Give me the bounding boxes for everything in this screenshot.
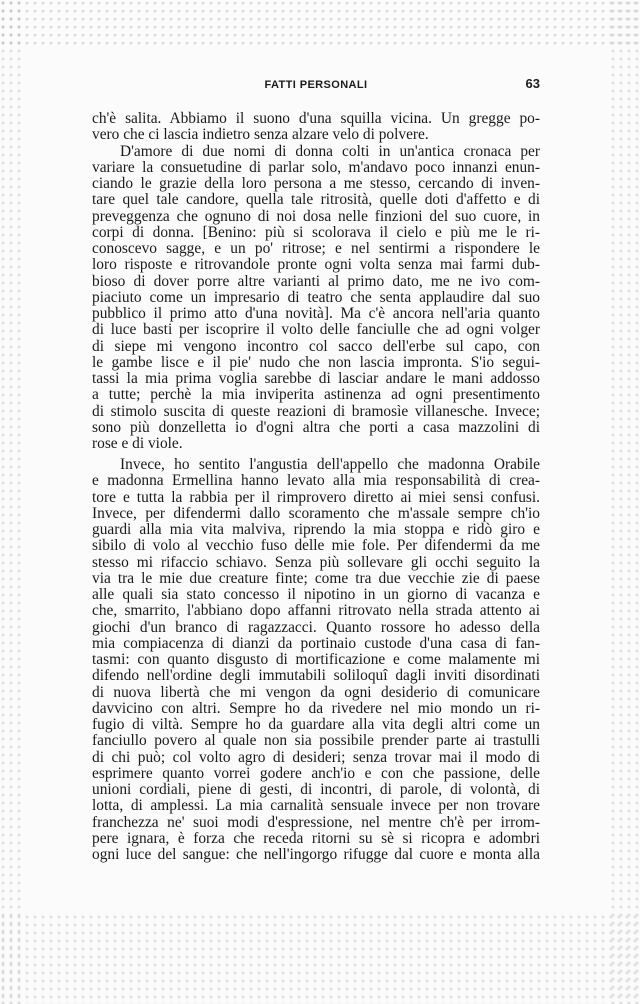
page-edge-texture-bottom [0,914,640,1004]
text-line: ciando le grazie della loro persona a me stesso, cercando di inven- [92,175,540,192]
text-line: preveggenza che ognuno di noi dosa nelle finzioni del suo cuore, in [92,207,540,225]
text-line: a tutte; perchè la mia inviperita astinenza ad ogni presentimento [92,386,540,404]
page-edge-texture-right [610,0,640,1004]
text-line: ogni luce del sangue: che nell'ingorgo rifugge dal cuore e monta alla [92,846,540,863]
text-line: Invece, ho sentito l'angustia dell'appello che madonna Orabile [120,456,540,473]
text-line: di luce basti per iscoprire il volto delle fanciulle che ad ogni volger [92,321,540,339]
text-line: di nuova libertà che mi vengon da ogni desiderio di comunicare [92,683,540,701]
text-line: tassi la mia prima voglia sarebbe di lasciar andare le mani addosso [92,370,540,387]
text-line: che, smarrito, l'abbiano dopo affanni ritrovato nella strada attento ai [92,602,540,620]
text-line: vero che ci lascia indietro senza alzare velo di polvere. [92,126,429,144]
text-line: difendo nell'ordine degli immutabili soliloquî dagli inviti disordinati [92,667,540,685]
text-line: di siepe mi vengono incontro col sacco dell'erbe sul capo, con [92,337,540,355]
text-line: pubblico il primo atto d'una novità]. Ma c'è ancora nell'aria quanto [92,305,540,322]
text-line: pere ignara, è forza che receda ritorni su sè si ricopra e adombri [92,829,540,847]
running-title: FATTI PERSONALI [264,79,368,91]
paragraph-block-1 [92,111,540,452]
text-line: piaciuto come un impresario di teatro che senta applaudire dal suo [92,288,540,306]
text-line: corpi di donna. [Benino: più si scolorava il cielo e più me le ri- [92,223,540,241]
text-line: tasmi: con quanto disgusto di mortificazione e come malamente mi [92,651,540,668]
text-line: alle quali sia stato concesso il nipotino in un giorno di vacanza e [92,586,540,603]
paragraph-block-2 [92,457,540,863]
text-line: fugio di viltà. Sempre ho da guardare alla vita degli altri come un [92,716,540,733]
text-line: ch'è salita. Abbiamo il suono d'una squilla vicina. Un gregge po- [92,110,540,127]
text-line: fanciullo povero al quale non sia possibile prender parte ai trastulli [92,732,540,750]
text-line: D'amore di due nomi di donna colti in un'antica cronaca per [120,142,540,160]
text-line: guardi alla mia vita malviva, riprendo la mia stoppa e ridò giro e [92,521,540,538]
page-number: 63 [525,76,540,91]
text-line: davvicino con altri. Sempre ho da rivedere nel mio mondo un ri- [92,699,540,717]
text-line: tore e tutta la rabbia per il rimprovero diretto ai miei sensi confusi. [92,488,540,506]
text-line: stesso mi rifaccio schiavo. Senza più sollevare gli occhi seguito la [92,553,540,571]
text-line: loro risposte e ritrovandole pronte ogni volta senza mai farmi dub- [92,256,540,274]
text-line: sono più donzelletta io d'ogni altra che porti a casa mazzolini di [92,418,540,436]
text-line: tare quel tale candore, quella tale ritrosità, quelle doti d'affetto e di [92,191,540,209]
text-line: e madonna Ermellina hanno levato alla mia responsabilità di crea- [92,472,540,490]
text-line: giochi d'un branco di ragazzacci. Quanto rossore ho adesso della [92,618,540,636]
text-line: esprimere quanto vorrei godere anch'io e con che passione, delle [92,764,540,782]
text-line: franchezza ne' suoi modi d'espressione, nel mentre ch'è per irrom- [92,813,540,831]
text-line: di stimolo suscita di queste reazioni di bramosìe villanesche. Invece; [92,402,540,420]
text-line: unioni cordiali, piene di gesti, di incontri, di parole, di volontà, di [92,781,540,798]
text-line: lotta, di amplessi. La mia carnalità sensuale invece per non trovare [92,797,540,815]
text-line: le gambe lisce e il pie' nudo che non lascia impronta. S'io segui- [92,353,540,371]
text-line: conoscevo sagge, e un po' ritrose; e nel sentirmi a rispondere le [92,240,540,257]
text-line: bioso di dover porre altre varianti al primo dato, me ne ivo com- [92,272,540,290]
text-line: mia compiacenza di dianzi da portinaio custode d'una casa di fan- [92,634,540,652]
text-line: variare la consuetudine di parlar solo, m'andavo poco innanzi enun- [92,158,540,176]
text-line: rose e di viole. [92,435,183,452]
page-edge-texture-top [0,0,640,46]
page-edge-texture-left [0,0,24,1004]
text-line: di chi può; col volto agro di desideri; senza trovar mai il modo di [92,748,540,766]
text-line: sibilo di volo al vecchio fuso delle mie fole. Per difendermi da me [92,537,540,555]
page-header [92,76,540,96]
text-line: via tra le mie due creature finte; come tra due vecchie zie di paese [92,569,540,587]
text-line: Invece, per difendermi dallo scoramento che m'assale sempre ch'io [92,504,540,522]
